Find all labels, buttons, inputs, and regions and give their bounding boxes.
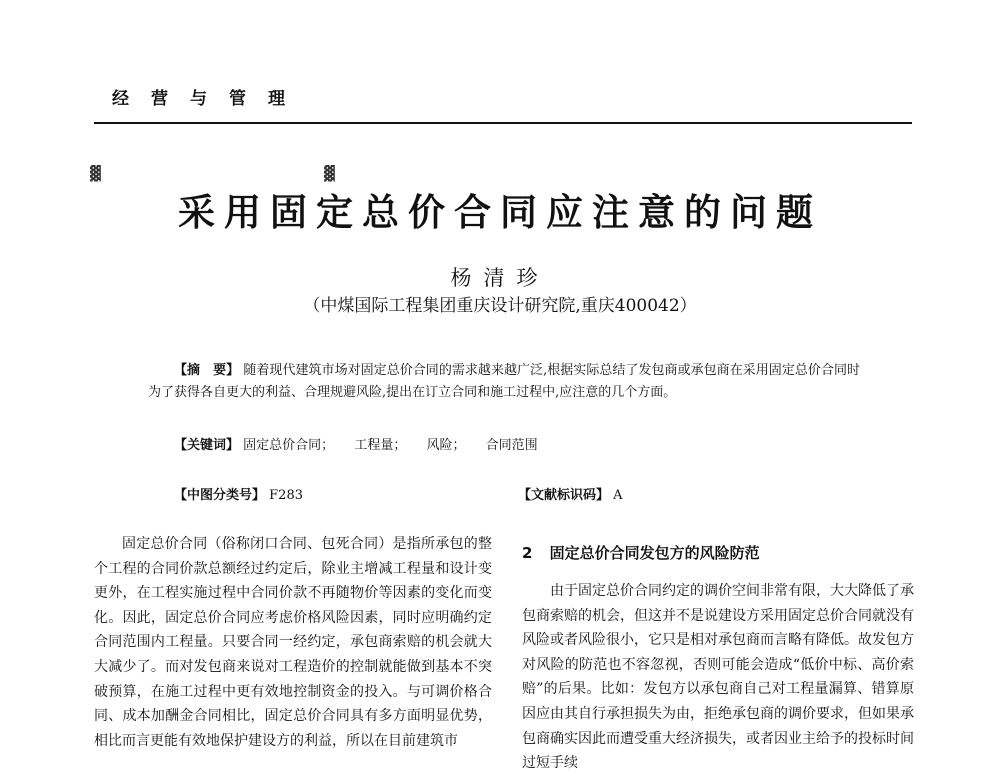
section-title: 固定总价合同发包方的风险防范 [549, 544, 760, 562]
keyword-item: 合同范围 [485, 438, 538, 453]
section-header-text: 经营与管理 [112, 89, 307, 109]
keyword-item: 工程量； [354, 438, 407, 453]
keyword-item: 风险； [426, 438, 466, 453]
keyword-item: 固定总价合同； [243, 438, 335, 453]
document-code-label: 【文献标识码】 [518, 488, 610, 503]
section-number: 2 [522, 544, 533, 562]
classification-value: F283 [269, 488, 303, 503]
document-code [518, 484, 623, 503]
abstract-label: 【摘 要】 [174, 363, 240, 378]
body-right-paragraph: 由于固定总价合同约定的调价空间非常有限，大大降低了承包商索赔的机会，但这并不是说建设方采用固定总价合同就没有风险或者风险很小，它只是相对承包商而言略有降低。故发包方对风险的防范也不容忽视，否则可能会造成“低价中标、高价索赔”的后果。比如：发包方以承包商自己对工程量漏算、错算原因应由其自行承担损失为由，拒绝承包商的调价要求，但如果承包商确实因此而遭受重大经济损失，或者因业主给予的投标时间过短手续 [522, 583, 914, 772]
section-heading [522, 542, 760, 563]
author-affiliation: （中煤国际工程集团重庆设计研究院,重庆400042） [303, 296, 697, 316]
author-name: 杨清珍 [450, 266, 550, 290]
header-rule [94, 122, 912, 124]
document-code-value: A [613, 488, 623, 503]
body-left-paragraph: 固定总价合同（俗称闭口合同、包死合同）是指所承包的整个工程的合同价款总额经过约定后，除业主增减工程量和设计变更外，在工程实施过程中合同价款不再随物价等因素的变化而变化。因此，固定总价合同应考虑价格风险因素，同时应明确约定合同范围内工程量。只要合同一经约定，承包商索赔的机会就大大减少了。而对发包商来说对工程造价的控制就能做到基本不突破预算，在施工过程中更有效地控制资金的投入。与可调价格合同、成本加酬金合同相比，固定总价合同具有多方面明显优势，相比而言更能有效地保护建设方的利益，所以在目前建筑市 [94, 536, 492, 749]
journal-section-header [90, 84, 335, 182]
classification-label: 【中图分类号】 [174, 488, 266, 503]
keywords-label: 【关键词】 [174, 438, 240, 453]
ornament-left-icon: ▓ [90, 166, 101, 182]
abstract-text: 随着现代建筑市场对固定总价合同的需求越来越广泛,根据实际总结了发包商或承包商在采用固定总价合同时为了获得各自更大的利益、合理规避风险,提出在订立合同和施工过程中,应注意的几个方面。 [148, 363, 860, 400]
keywords [174, 434, 554, 453]
article-title: 采用固定总价合同应注意的问题 [178, 190, 822, 234]
abstract [148, 360, 860, 404]
ornament-right-icon: ▓ [324, 166, 335, 182]
classification-number [174, 484, 303, 503]
